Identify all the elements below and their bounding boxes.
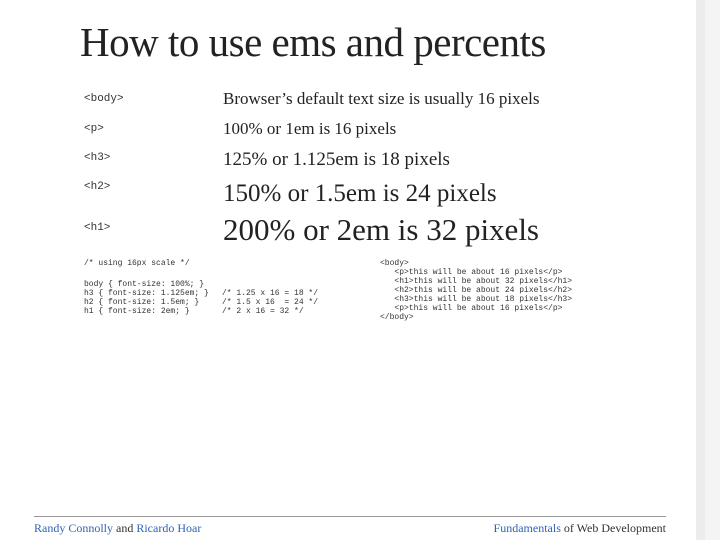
footer-book-blue: Fundamentals	[493, 521, 561, 535]
html-line-5: <h3>this will be about 18 pixels</h3>	[380, 295, 573, 304]
right-edge-bar	[696, 0, 705, 540]
css-line-body: body { font-size: 100%; }	[84, 280, 205, 289]
desc-body: Browser’s default text size is usually 16 pixels	[223, 89, 540, 108]
desc-p: 100% or 1em is 16 pixels	[223, 119, 397, 138]
html-line-3: <h1>this will be about 32 pixels</h1>	[380, 277, 573, 286]
footer-book-title	[494, 521, 666, 536]
html-line-2: <p>this will be about 16 pixels</p>	[380, 268, 563, 277]
slide-title: How to use ems and percents	[80, 19, 546, 65]
desc-h3: 125% or 1.125em is 18 pixels	[223, 149, 450, 170]
footer-authors	[34, 521, 201, 536]
right-edge-bar-outer	[705, 0, 720, 540]
html-line-7: </body>	[380, 313, 414, 322]
css-line-h3: h3 { font-size: 1.125em; }	[84, 289, 209, 298]
css-comment: /* using 16px scale */	[84, 259, 190, 268]
footer-book-rest: of Web Development	[560, 521, 666, 535]
footer-and: and	[113, 521, 137, 535]
html-line-6: <p>this will be about 16 pixels</p>	[380, 304, 563, 313]
footer-author-1: Randy Connolly	[34, 521, 114, 535]
css-comment-h3: /* 1.25 x 16 = 18 */	[222, 289, 319, 298]
css-line-h1: h1 { font-size: 2em; }	[84, 307, 190, 316]
tag-h2: <h2>	[84, 181, 111, 193]
html-line-1: <body>	[380, 259, 409, 268]
tag-h3: <h3>	[84, 152, 111, 164]
footer-divider	[34, 516, 666, 517]
tag-body: <body>	[84, 93, 124, 105]
desc-h2: 150% or 1.5em is 24 pixels	[223, 180, 497, 207]
html-line-4: <h2>this will be about 24 pixels</h2>	[380, 286, 573, 295]
tag-h1: <h1>	[84, 222, 111, 234]
tag-p: <p>	[84, 123, 104, 135]
desc-h1: 200% or 2em is 32 pixels	[223, 212, 539, 247]
css-line-h2: h2 { font-size: 1.5em; }	[84, 298, 200, 307]
footer-author-2: Ricardo Hoar	[136, 521, 202, 535]
css-comment-h1: /* 2 x 16 = 32 */	[222, 307, 304, 316]
css-comment-h2: /* 1.5 x 16 = 24 */	[222, 298, 319, 307]
